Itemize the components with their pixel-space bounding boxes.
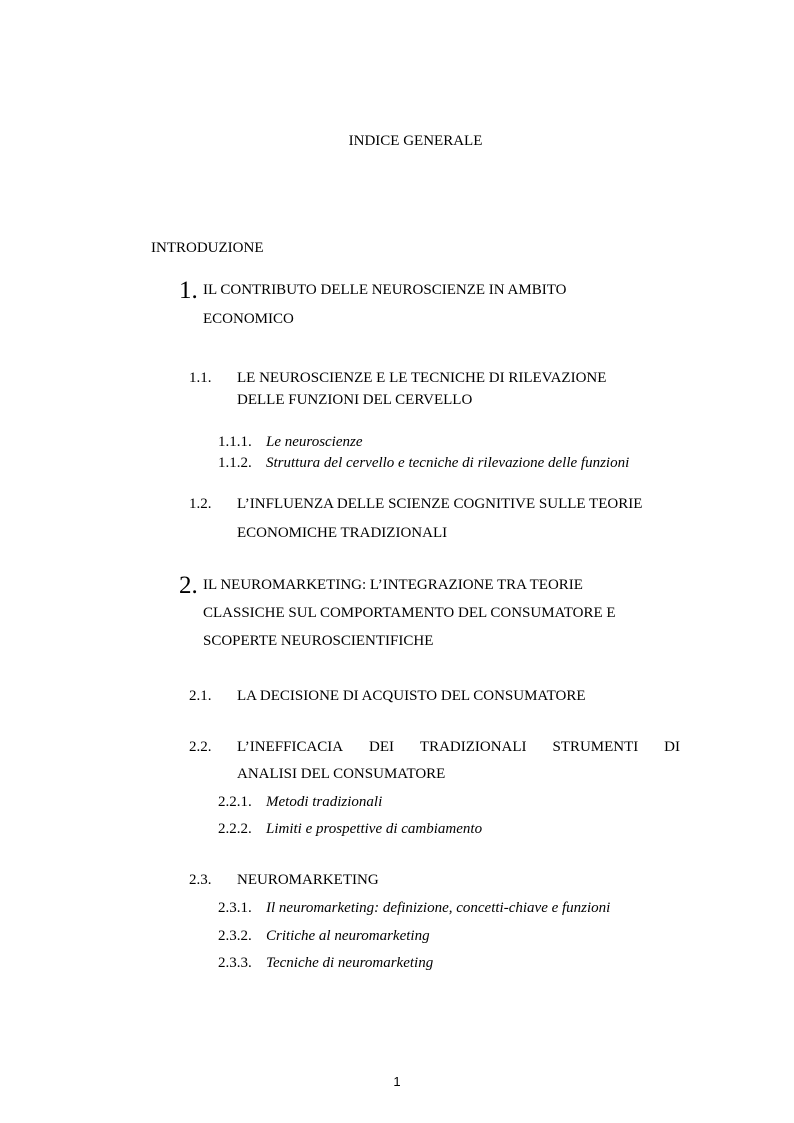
chapter-2-number: 2. (179, 572, 198, 599)
section-title-line: ECONOMICHE TRADIZIONALI (237, 525, 448, 541)
section-title-line: DELLE FUNZIONI DEL CERVELLO (237, 392, 473, 408)
subsection-number: 2.2.2. (218, 821, 252, 837)
section-number: 2.1. (189, 688, 212, 704)
subsection-title: Struttura del cervello e tecniche di rilevazione delle funzioni (266, 455, 630, 471)
title-word: DI (664, 739, 680, 755)
toc-introduction: INTRODUZIONE (151, 240, 264, 256)
subsection-number: 1.1.2. (218, 455, 252, 471)
chapter-1-title-line: ECONOMICO (203, 311, 294, 327)
title-word: L’INEFFICACIA (237, 739, 344, 755)
page-number: 1 (393, 1074, 401, 1089)
subsection-number: 1.1.1. (218, 434, 252, 450)
chapter-2-title-line: CLASSICHE SUL COMPORTAMENTO DEL CONSUMATORE E (203, 605, 616, 621)
title-word: STRUMENTI (552, 739, 639, 755)
section-title-line: NEUROMARKETING (237, 872, 379, 888)
section-title-line: ANALISI DEL CONSUMATORE (237, 766, 446, 782)
section-title-line: LE NEUROSCIENZE E LE TECNICHE DI RILEVAZIONE (237, 370, 607, 386)
page-title: INDICE GENERALE (348, 133, 483, 149)
chapter-2-title-line: SCOPERTE NEUROSCIENTIFICHE (203, 633, 434, 649)
section-number: 1.2. (189, 496, 212, 512)
subsection-title: Critiche al neuromarketing (266, 928, 430, 944)
section-title-line: LA DECISIONE DI ACQUISTO DEL CONSUMATORE (237, 688, 586, 704)
section-number: 2.3. (189, 872, 212, 888)
subsection-title: Tecniche di neuromarketing (266, 955, 434, 971)
chapter-1-title-line: IL CONTRIBUTO DELLE NEUROSCIENZE IN AMBITO (203, 282, 567, 298)
subsection-number: 2.3.1. (218, 900, 252, 916)
section-title-line: L’INFLUENZA DELLE SCIENZE COGNITIVE SULLE TEORIE (237, 496, 643, 512)
section-number: 1.1. (189, 370, 212, 386)
section-title-justified-line (237, 740, 680, 755)
subsection-title: Limiti e prospettive di cambiamento (266, 821, 483, 837)
subsection-number: 2.3.3. (218, 955, 252, 971)
subsection-number: 2.2.1. (218, 794, 252, 810)
subsection-title: Metodi tradizionali (266, 794, 383, 810)
section-number: 2.2. (189, 739, 212, 755)
subsection-number: 2.3.2. (218, 928, 252, 944)
title-word: DEI (369, 739, 395, 755)
subsection-title: Il neuromarketing: definizione, concetti-chiave e funzioni (266, 900, 611, 916)
subsection-title: Le neuroscienze (266, 434, 363, 450)
chapter-1-number: 1. (179, 277, 198, 304)
title-word: TRADIZIONALI (419, 739, 527, 755)
chapter-2-title-line: IL NEUROMARKETING: L’INTEGRAZIONE TRA TEORIE (203, 577, 583, 593)
